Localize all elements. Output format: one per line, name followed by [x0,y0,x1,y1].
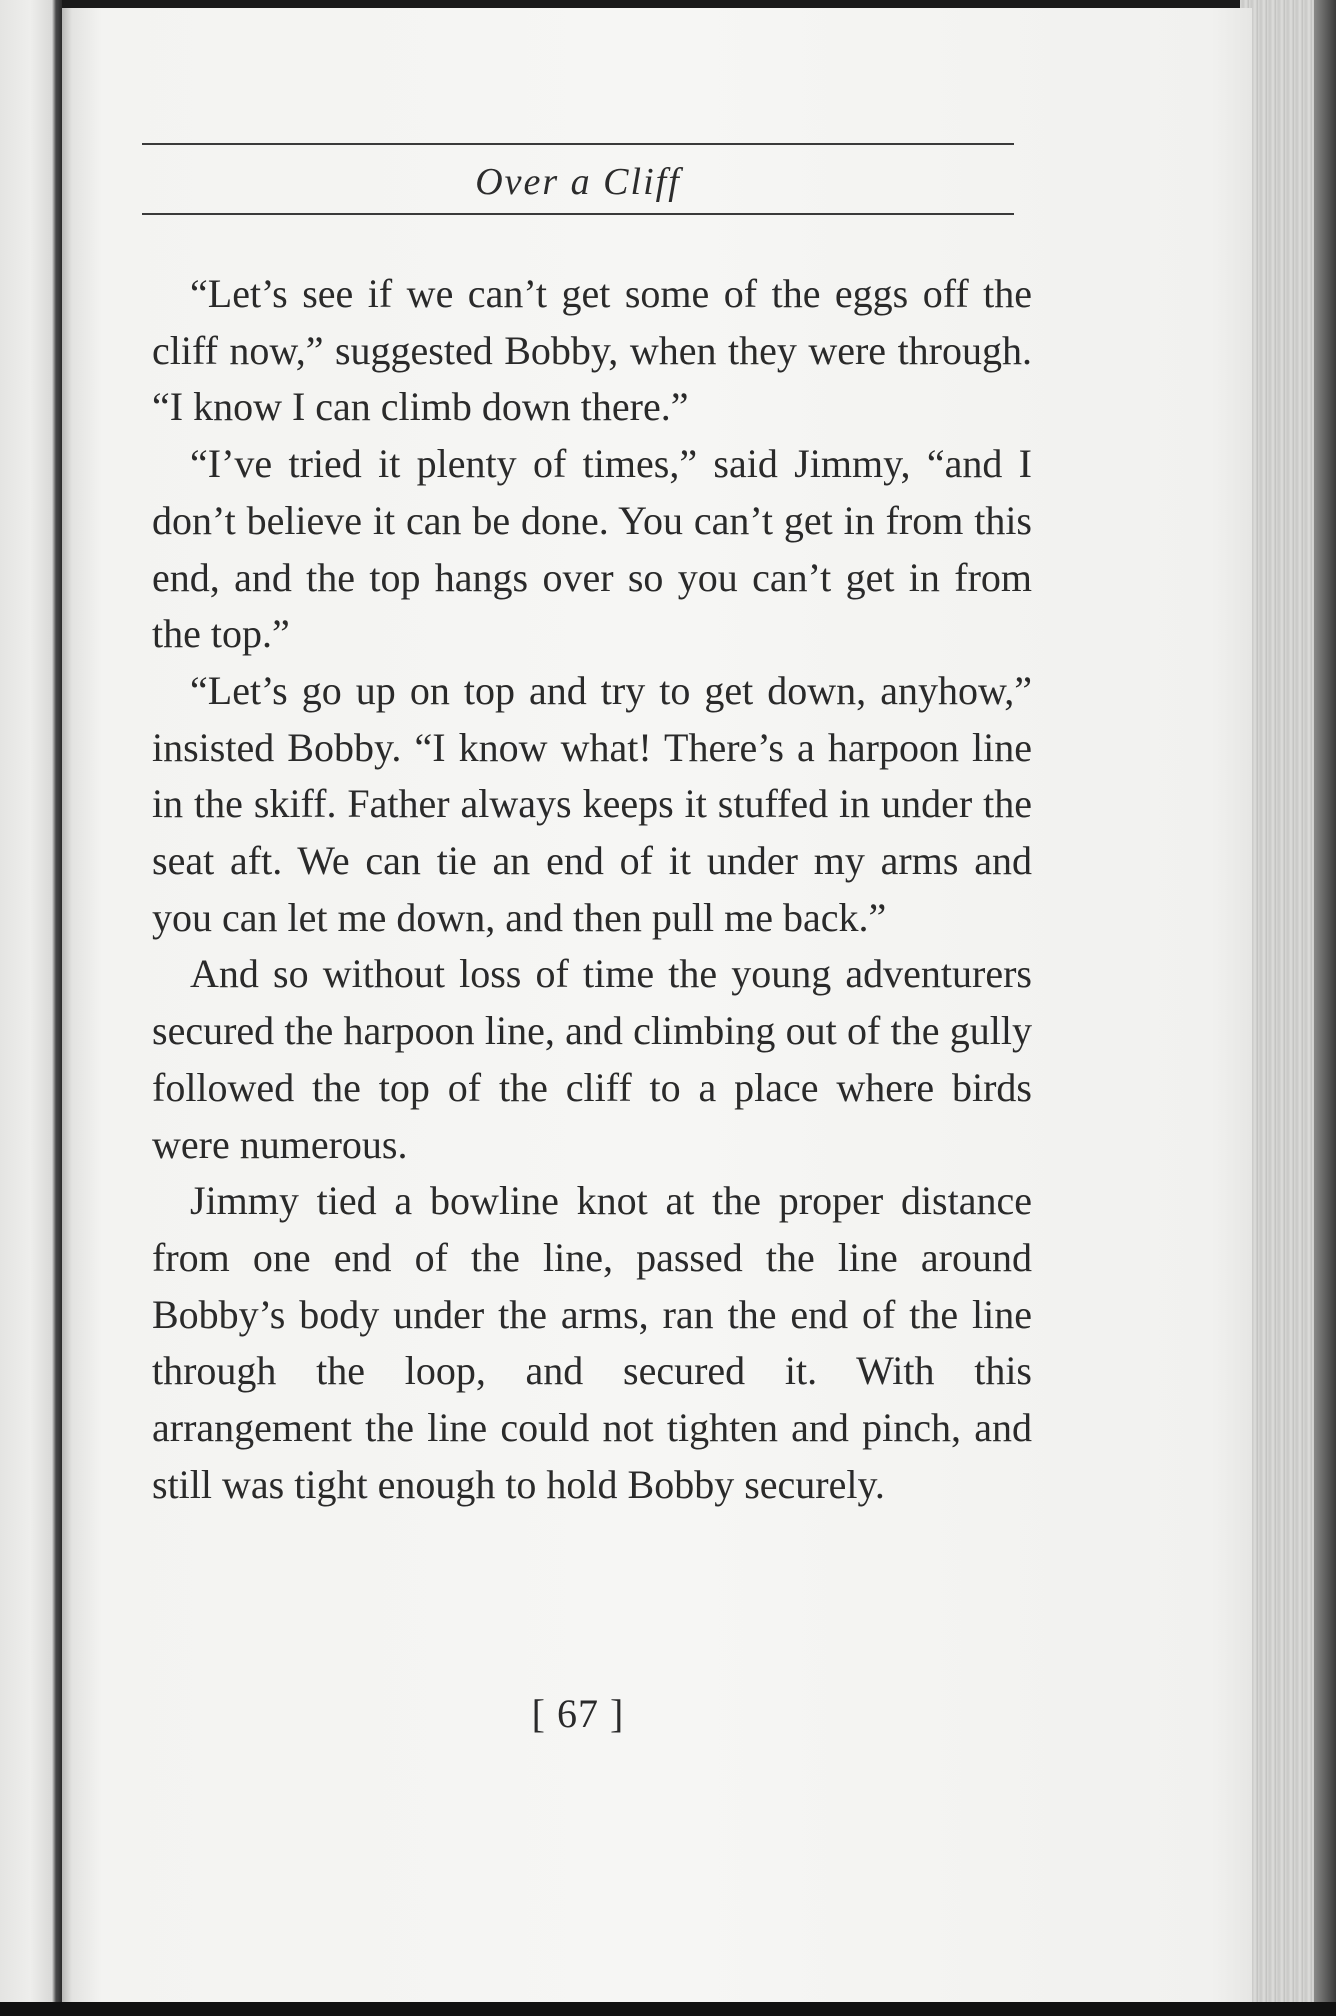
paragraph: “I’ve tried it plenty of times,” said Jimmy, “and I don’t believe it can be done. You can’t get in from this end, and the top hangs over so you can’t get in from the top.” [152,441,1032,657]
page-number: [ 67 ] [531,1691,625,1736]
right-page-edges [1240,0,1336,2016]
header-rule-top [142,143,1014,145]
paragraph: “Let’s go up on top and try to get down, anyhow,” insisted Bobby. “I know what! There’s a harpoon line in the skiff. Father always keeps it stuffed in under the seat aft. We can tie an end of it under my arms and you can let me down, and then pull me back.” [152,667,1032,940]
paragraph: And so without loss of time the young adventurers secured the harpoon line, and climbing out of the gully followed the top of the cliff to a place where birds were numerous. [152,951,1032,1167]
paragraph: “Let’s see if we can’t get some of the eggs off the cliff now,” suggested Bobby, when they were through. “I know I can climb down there.” [152,271,1032,430]
running-head: Over a Cliff [475,161,681,203]
body-text [152,266,1032,1513]
paragraph: Jimmy tied a bowline knot at the proper distance from one end of the line, passed the line around Bobby’s body under the arms, ran the end of the line through the loop, and secured it. With this arrangement the line could not tighten and pinch, and still was tight enough to hold Bobby securely. [152,1178,1032,1507]
left-page-edge [0,0,62,2016]
bottom-shadow [0,2002,1336,2016]
header-rule-bottom [142,213,1014,215]
